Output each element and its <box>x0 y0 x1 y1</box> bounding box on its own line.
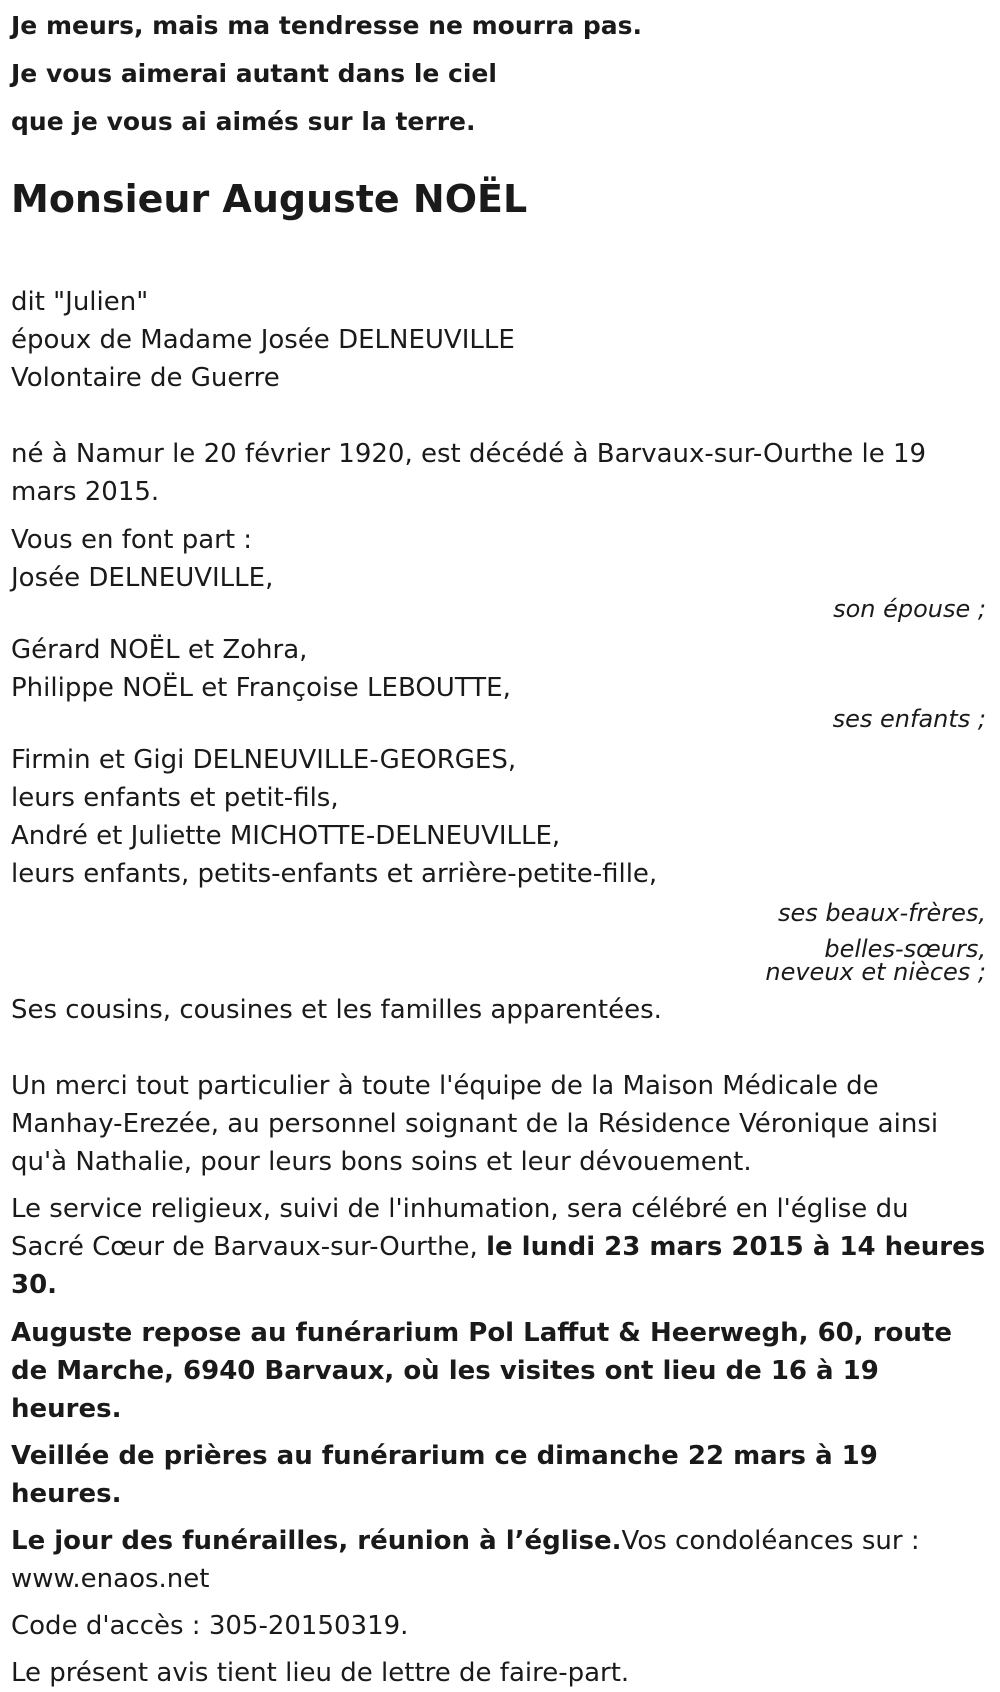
service-date: le lundi 23 mars 2015 à 14 heures 30. <box>11 1232 986 1300</box>
birth-death-text: né à Namur le 20 février 1920, est décédé à Barvaux-sur-Ourthe le 19 mars 2015. <box>11 439 927 507</box>
deceased-name: Monsieur Auguste NOËL <box>11 177 528 221</box>
relation-label: ses enfants ; <box>832 705 986 733</box>
family-line: Gérard NOËL et Zohra, <box>11 635 308 665</box>
relation-label: neveux et nièces ; <box>765 958 986 986</box>
inlaws-group <box>11 741 986 986</box>
thanks-text: Un merci tout particulier à toute l'équipe de la Maison Médicale de Manhay-Erezée, au personnel soignant de la Résidence Véronique ainsi qu'à Nathalie, pour leurs bons soins et leur dévouement. <box>11 1071 939 1177</box>
epigraph-line: Je meurs, mais ma tendresse ne mourra pas. <box>11 11 643 40</box>
family-line: André et Juliette MICHOTTE-DELNEUVILLE, <box>11 821 561 851</box>
epigraph-line: que je vous ai aimés sur la terre. <box>11 107 476 136</box>
spouse-detail: époux de Madame Josée DELNEUVILLE <box>11 325 515 355</box>
family-line: Firmin et Gigi DELNEUVILLE-GEORGES, <box>11 745 517 775</box>
funeral-meeting: Le jour des funérailles, réunion à l’église. <box>11 1526 622 1556</box>
epigraph <box>11 0 986 146</box>
relation-label: son épouse ; <box>833 595 986 623</box>
obituary-notice <box>11 0 986 1692</box>
spouse-group <box>11 559 986 623</box>
nickname: dit "Julien" <box>11 287 149 317</box>
family-line: Josée DELNEUVILLE, <box>11 563 274 593</box>
announcement-intro: Vous en font part : <box>11 525 253 555</box>
service-text <box>11 1190 986 1304</box>
war-volunteer: Volontaire de Guerre <box>11 363 280 393</box>
service-description: Le service religieux, suivi de l'inhumation, sera célébré en l'église du Sacré Cœur de Barvaux-sur-Ourthe, <box>11 1194 909 1262</box>
access-code: Code d'accès : 305-20150319. <box>11 1611 409 1641</box>
closing-text: Le présent avis tient lieu de lettre de faire-part. <box>11 1658 630 1688</box>
deceased-details <box>11 283 986 397</box>
family-line: leurs enfants, petits-enfants et arrière-petite-fille, <box>11 859 658 889</box>
relation-label: belles-sœurs, <box>824 935 986 963</box>
vigil-text: Veillée de prières au funérarium ce dimanche 22 mars à 19 heures. <box>11 1441 878 1509</box>
relation-label: ses beaux-frères, <box>777 899 986 927</box>
family-line: leurs enfants et petit-fils, <box>11 783 339 813</box>
condolences-text: Vos condoléances sur : www.enaos.net <box>11 1526 920 1594</box>
children-group <box>11 631 986 733</box>
repose-text: Auguste repose au funérarium Pol Laffut & Heerwegh, 60, route de Marche, 6940 Barvaux, où les visites ont lieu de 16 à 19 heures. <box>11 1318 952 1424</box>
funeral-day-text <box>11 1522 986 1598</box>
epigraph-line: Je vous aimerai autant dans le ciel <box>11 59 497 88</box>
family-line: Philippe NOËL et Françoise LEBOUTTE, <box>11 673 511 703</box>
cousins-text: Ses cousins, cousines et les familles apparentées. <box>11 995 662 1025</box>
